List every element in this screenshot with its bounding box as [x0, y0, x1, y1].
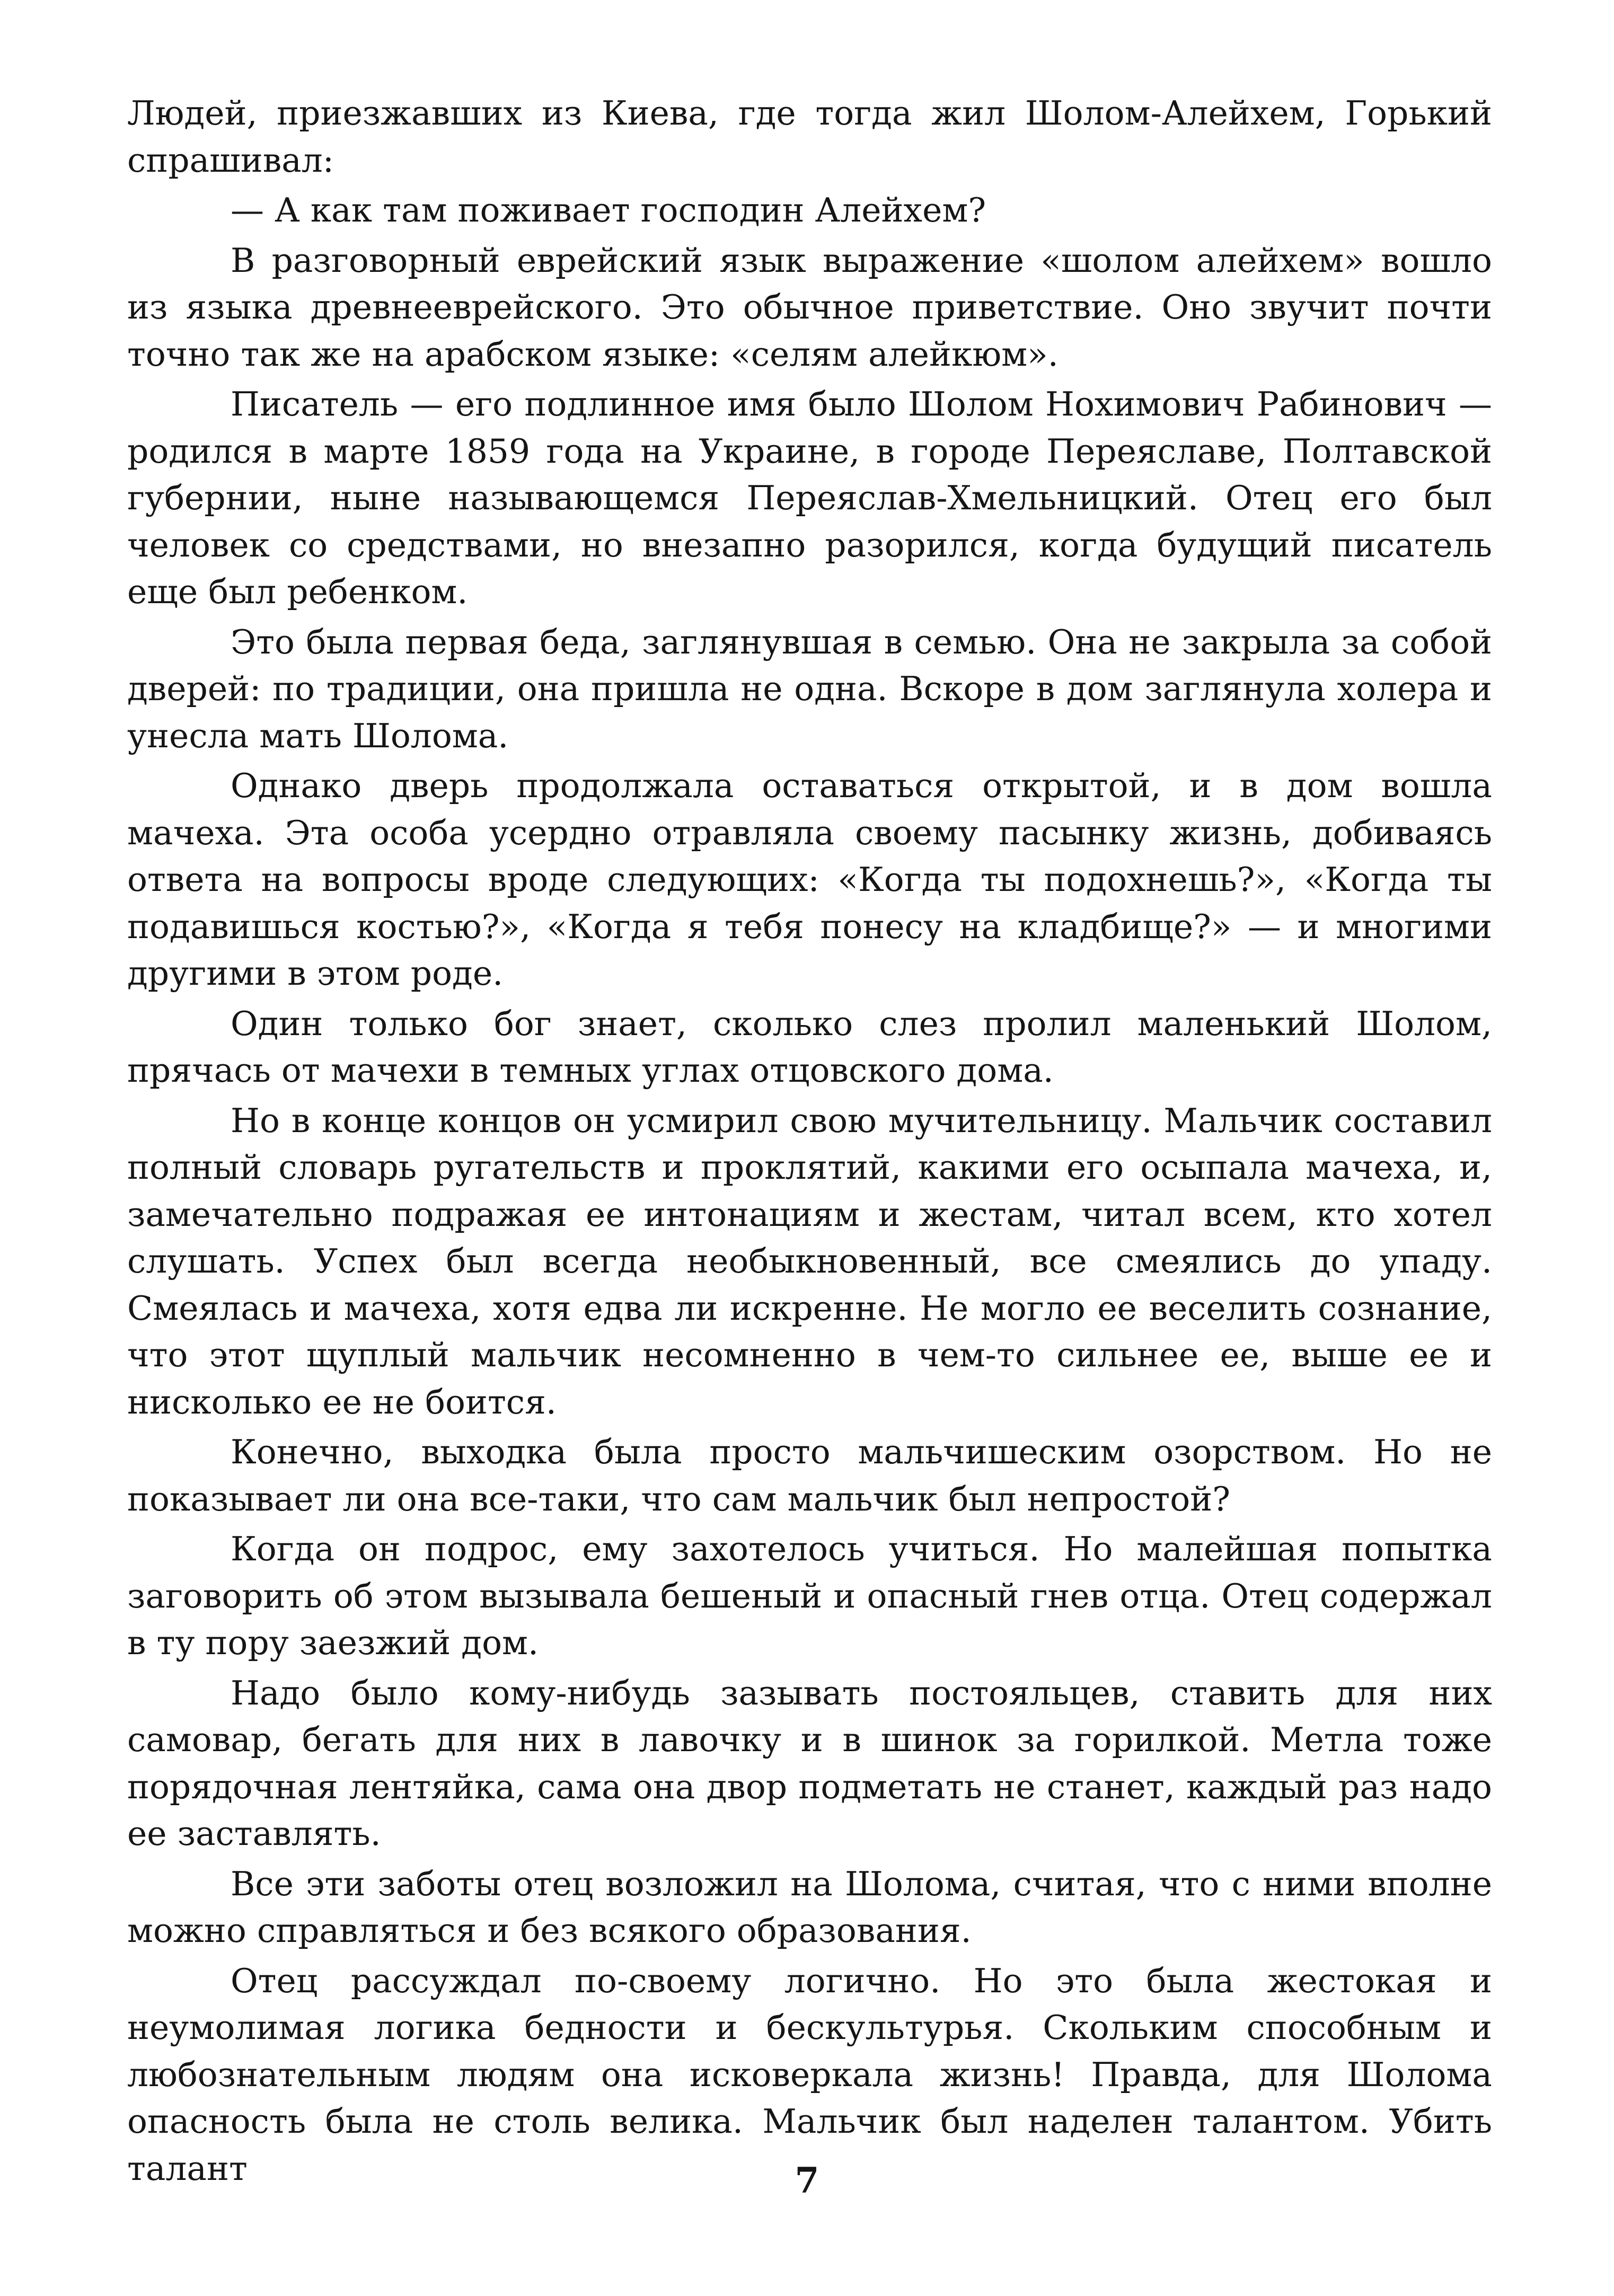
- paragraph-1: Людей, приезжавших из Киева, где тогда жил Шолом-Алейхем, Горький спрашивал:: [127, 94, 1492, 180]
- paragraph-9: Конечно, выходка была просто мальчишеским озорством. Но не показывает ли она все-таки, что сам мальчик был непростой?: [127, 1433, 1492, 1518]
- page-number: 7: [795, 2160, 819, 2201]
- paragraph-3: В разговорный еврейский язык выражение «шолом алейхем» вошло из языка древнееврейского. Это обычное приветствие. Оно звучит почти точно так же на арабском языке: «селям алейкюм».: [127, 241, 1492, 374]
- paragraph-4: Писатель — его подлинное имя было Шолом Нохимович Рабинович — родился в марте 1859 года на Украине, в городе Переяславе, Полтавской губернии, ныне называющемся Переяслав-Хмельницкий. Отец его был человек со средствами, но внезапно разорился, когда будущий писатель еще был ребенком.: [127, 385, 1492, 611]
- paragraph-6: Однако дверь продолжала оставаться открытой, и в дом вошла мачеха. Эта особа усердно отравляла своему пасынку жизнь, добиваясь ответа на вопросы вроде следующих: «Когда ты подохнешь?», «Когда ты подавишься костью?», «Когда я тебя понесу на кладбище?» — и многими другими в этом роде.: [127, 766, 1492, 993]
- paragraph-12: Все эти заботы отец возложил на Шолома, считая, что с ними вполне можно справляться и без всякого образования.: [127, 1864, 1492, 1950]
- paragraph-10: Когда он подрос, ему захотелось учиться. Но малейшая попытка заговорить об этом вызывала бешеный и опасный гнев отца. Отец содержал в ту пору заезжий дом.: [127, 1530, 1492, 1662]
- paragraph-5: Это была первая беда, заглянувшая в семью. Она не закрыла за собой дверей: по традиции, она пришла не одна. Вскоре в дом заглянула холера и унесла мать Шолома.: [127, 622, 1492, 755]
- paragraph-7: Один только бог знает, сколько слез пролил маленький Шолом, прячась от мачехи в темных углах отцовского дома.: [127, 1004, 1492, 1090]
- paragraph-2: — А как там поживает господин Алейхем?: [231, 191, 986, 229]
- paragraph-11: Надо было кому-нибудь зазывать постояльцев, ставить для них самовар, бегать для них в лавочку и в шинок за горилкой. Метла тоже порядочная лентяйка, сама она двор подметать не станет, каждый раз надо ее заставлять.: [127, 1673, 1492, 1853]
- page-text: [127, 90, 1492, 2195]
- paragraph-8: Но в конце концов он усмирил свою мучительницу. Мальчик составил полный словарь ругательств и проклятий, какими его осыпала мачеха, и, замечательно подражая ее интонациям и жестам, читал всем, кто хотел слушать. Успех был всегда необыкновенный, все смеялись до упаду. Смеялась и мачеха, хотя едва ли искренне. Не могло ее веселить сознание, что этот щуплый мальчик несомненно в чем-то сильнее ее, выше ее и нисколько ее не боится.: [127, 1101, 1492, 1421]
- paragraph-13: Отец рассуждал по-своему логично. Но это была жестокая и неумолимая логика бедности и бескультурья. Скольким способным и любознательным людям она исковеркала жизнь! Правда, для Шолома опасность была не столь велика. Мальчик был наделен талантом. Убить талант: [127, 1961, 1492, 2188]
